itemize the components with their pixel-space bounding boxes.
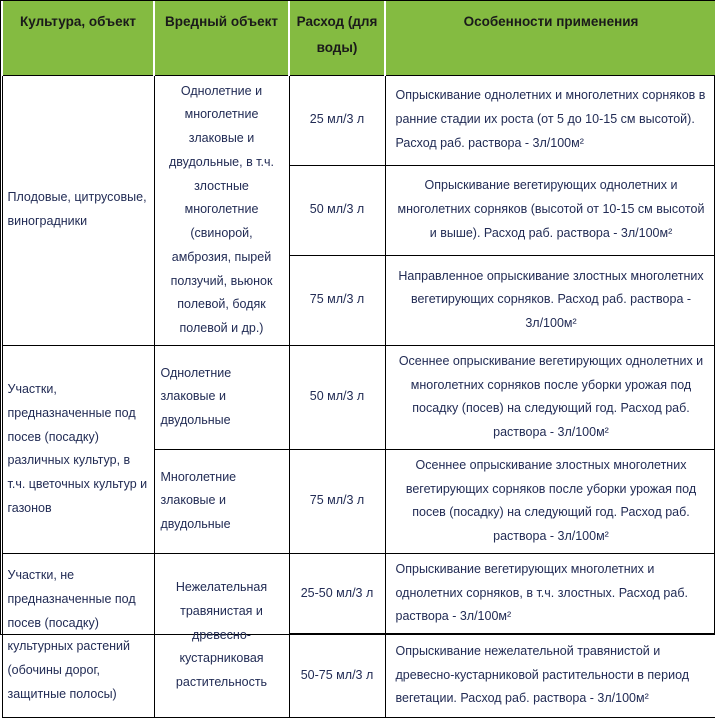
culture-cell: Участки, предназначенные под посев (посадку) различных культур, в т.ч. цветочных культур и газонов — [2, 345, 154, 553]
culture-cell: Участки, не предназначенные под посев (посадку) культурных растений (обочины дорог, защитные полосы) — [2, 553, 154, 717]
rate-cell: 25 мл/3 л — [289, 75, 385, 165]
rate-cell: 25-50 мл/3 л — [289, 553, 385, 633]
rate-cell: 50-75 мл/3 л — [289, 634, 385, 718]
rate-cell: 50 мл/3 л — [289, 345, 385, 449]
header-row — [2, 1, 715, 75]
header-rate: Расход (для воды) — [289, 1, 385, 75]
pest-cell: Однолетние злаковые и двудольные — [154, 345, 289, 449]
pest-cell: Нежелательная травянистая и древесно-кустарниковая растительность — [154, 553, 289, 717]
header-culture: Культура, объект — [2, 1, 154, 75]
table-row — [2, 345, 715, 449]
notes-cell: Осеннее опрыскивание вегетирующих однолетних и многолетних сорняков после уборки урожая под посадку (посев) на следующий год. Расход раб. раствора - 3л/100м² — [385, 345, 715, 449]
notes-cell: Опрыскивание вегетирующих однолетних и многолетних сорняков (высотой от 10-15 см высотой и выше). Расход раб. раствора - 3л/100м² — [385, 165, 715, 255]
pest-cell: Многолетние злаковые и двудольные — [154, 449, 289, 553]
notes-cell: Опрыскивание вегетирующих многолетних и однолетних сорняков, в т.ч. злостных. Расход раб. раствора - 3л/100м² — [385, 553, 715, 633]
table-row — [2, 75, 715, 165]
header-pest: Вредный объект — [154, 1, 289, 75]
culture-cell: Плодовые, цитрусовые, виноградники — [2, 75, 154, 345]
herbicide-application-table — [1, 1, 715, 718]
pest-cell: Однолетние и многолетние злаковые и двудольные, в т.ч. злостные многолетние (свинорой, амброзия, пырей ползучий, вьюнок полевой, бодяк полевой и др.) — [154, 75, 289, 345]
rate-cell: 75 мл/3 л — [289, 255, 385, 345]
notes-cell: Направленное опрыскивание злостных многолетних вегетирующих сорняков. Расход раб. раствора - 3л/100м² — [385, 255, 715, 345]
notes-cell: Опрыскивание однолетних и многолетних сорняков в ранние стадии их роста (от 5 до 10-15 см высотой). Расход раб. раствора - 3л/100м² — [385, 75, 715, 165]
table-row — [2, 553, 715, 633]
notes-cell: Осеннее опрыскивание злостных многолетних вегетирующих сорняков после уборки урожая под посев (посадку) на следующий год. Расход раб. раствора - 3л/100м² — [385, 449, 715, 553]
rate-cell: 50 мл/3 л — [289, 165, 385, 255]
header-notes: Особенности применения — [385, 1, 715, 75]
rate-cell: 75 мл/3 л — [289, 449, 385, 553]
notes-cell: Опрыскивание нежелательной травянистой и древесно-кустарниковой растительности в период вегетации. Расход раб. раствора - 3л/100м² — [385, 634, 715, 718]
